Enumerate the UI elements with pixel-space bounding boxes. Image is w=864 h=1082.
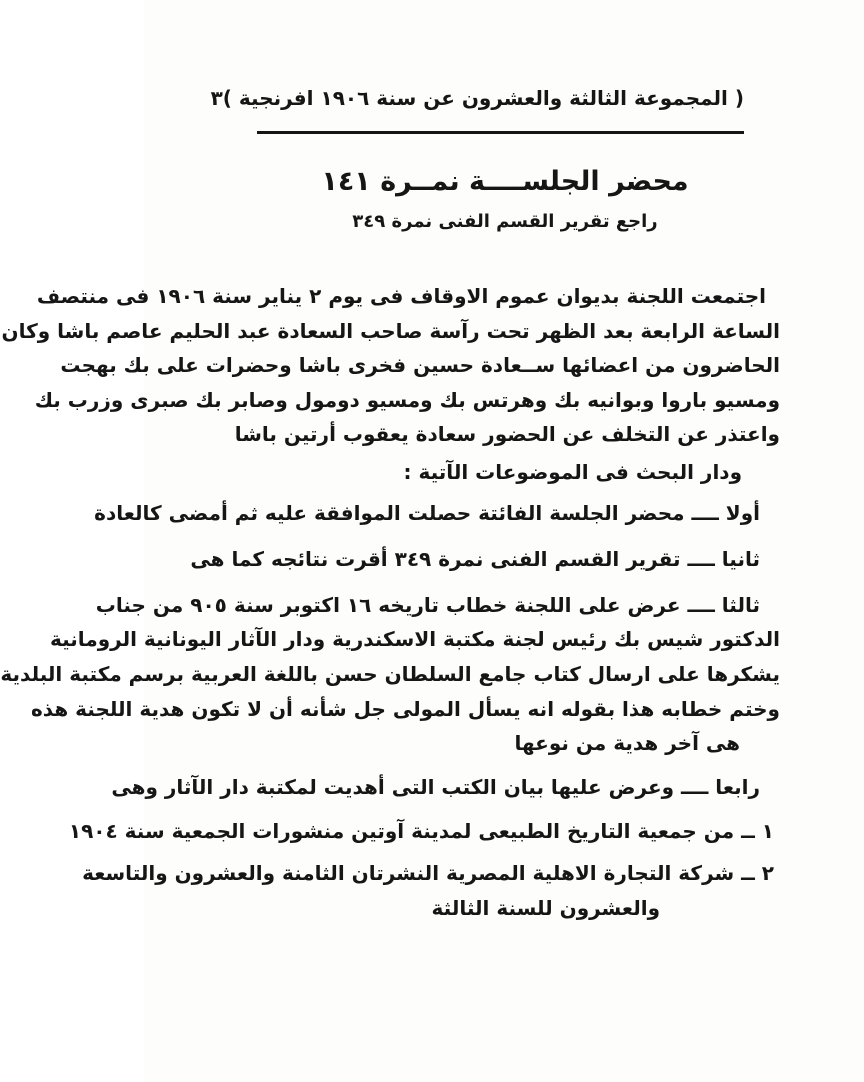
page-number: ٣ [210,86,223,110]
body-line-5: واعتذر عن التخلف عن الحضور سعادة يعقوب أرتين باشا [234,422,780,447]
collection-title: ( المجموعة الثالثة والعشرون عن سنة ١٩٠٦ افرنجية ) [222,86,744,110]
body-line-16: ٢ ــ شركة التجارة الاهلية المصرية النشرتان الثامنة والعشرون والتاسعة [82,860,774,885]
body-text [0,279,780,925]
body-line-15: ١ ــ من جمعية التاريخ الطبيعى لمدينة آوتين منشورات الجمعية سنة ١٩٠٤ [68,819,774,844]
page-header [210,86,744,110]
body-line-1: اجتمعت اللجنة بديوان عموم الاوقاف فى يوم ٢ يناير سنة ١٩٠٦ فى منتصف [36,284,766,308]
session-subtitle: راجع تقرير القسم الفنى نمرة ٣٤٩ [352,211,658,232]
body-line-11: يشكرها على ارسال كتاب جامع السلطان حسن باللغة العربية برسم مكتبة البلدية [0,661,780,686]
title-block [229,163,781,235]
header-divider-rule [257,131,744,134]
body-line-13: هى آخر هدية من نوعها [514,731,740,756]
body-line-8: ثانيا ــــ تقرير القسم الفنى نمرة ٣٤٩ أقرت نتائجه كما هى [190,547,760,572]
body-line-10: الدكتور شيس بك رئيس لجنة مكتبة الاسكندرية ودار الآثار اليونانية الرومانية [50,627,780,652]
body-line-2: الساعة الرابعة بعد الظهر تحت رآسة صاحب السعادة عبد الحليم عاصم باشا وكان [1,318,780,343]
body-line-6: ودار البحث فى الموضوعات الآتية : [403,459,742,484]
body-line-4: ومسيو باروا وبوانيه بك وهرتس بك ومسيو دومول وصابر بك صبرى وزرب بك [34,387,780,412]
body-line-14: رابعا ــــ وعرض عليها بيان الكتب التى أهديت لمكتبة دار الآثار وهى [111,774,760,799]
body-line-7: أولا ــــ محضر الجلسة الفائتة حصلت الموافقة عليه ثم أمضى كالعادة [94,500,760,525]
session-title: محضر الجلســــة نمــرة ١٤١ [321,166,689,197]
body-line-3: الحاضرون من اعضائها ســعادة حسين فخرى باشا وحضرات على بك بهجت [60,353,780,378]
body-line-9: ثالثا ــــ عرض على اللجنة خطاب تاريخه ١٦ اكتوبر سنة ٩٠٥ من جناب [95,592,760,617]
body-line-12: وختم خطابه هذا بقوله انه يسأل المولى جل شأنه أن لا تكون هدية اللجنة هذه [30,696,780,721]
body-line-17: والعشرون للسنة الثالثة [431,895,660,920]
